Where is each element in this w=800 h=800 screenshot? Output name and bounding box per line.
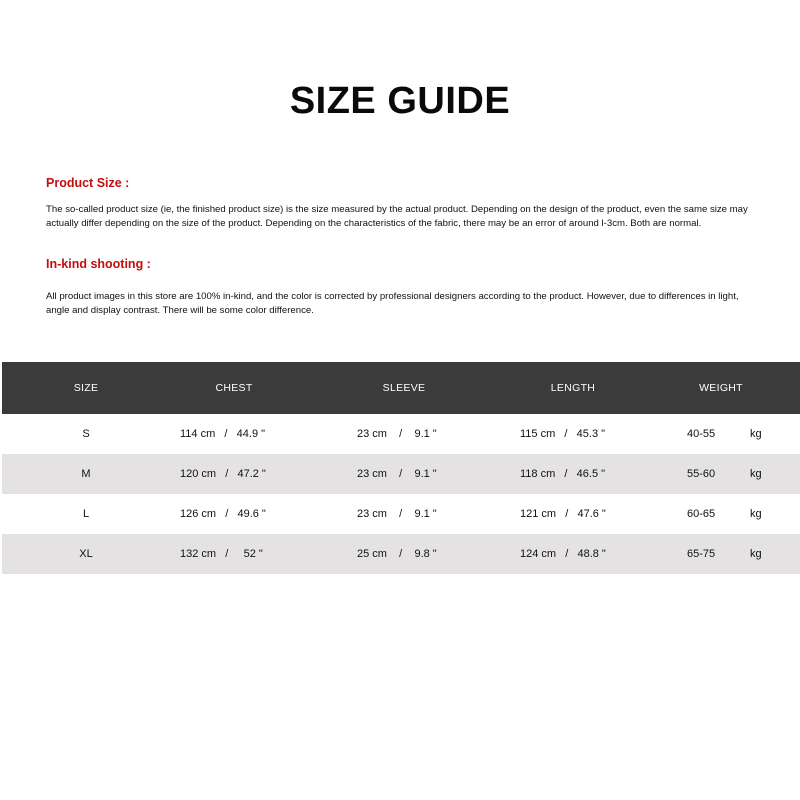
size-table — [2, 362, 800, 574]
cell-sleeve: 23 cm / 9.1 " — [357, 508, 437, 520]
cell-chest: 132 cm / 52 " — [180, 548, 263, 560]
cell-size: XL — [79, 548, 93, 560]
cell-chest: 126 cm / 49.6 " — [180, 508, 266, 520]
table-row — [2, 534, 800, 574]
cell-sleeve: 23 cm / 9.1 " — [357, 468, 437, 480]
cell-weight: 60-65 — [687, 508, 716, 520]
cell-weight-unit: kg — [750, 548, 762, 560]
cell-size: S — [82, 428, 90, 440]
table-row — [2, 454, 800, 494]
in-kind-shooting-text: All product images in this store are 100% in-kind, and the color is corrected by professional designers according to the product. However, due to differences in light, angle and display contrast. There will be some color difference. — [46, 291, 739, 316]
cell-length: 121 cm / 47.6 " — [520, 508, 606, 520]
cell-length: 124 cm / 48.8 " — [520, 548, 606, 560]
header-sleeve: SLEEVE — [382, 382, 426, 394]
in-kind-shooting-heading: In-kind shooting : — [46, 257, 151, 271]
cell-weight-unit: kg — [750, 508, 762, 520]
header-length: LENGTH — [550, 382, 596, 394]
cell-sleeve: 23 cm / 9.1 " — [357, 428, 437, 440]
cell-length: 115 cm / 45.3 " — [520, 428, 606, 440]
table-row — [2, 414, 800, 454]
cell-size: L — [82, 508, 90, 520]
cell-chest: 114 cm / 44.9 " — [180, 428, 266, 440]
product-size-text: The so-called product size (ie, the finished product size) is the size measured by the actual product. Depending on the design of the product, even the same size may actually differ depending on the size of the product. Depending on the characteristics of the fabric, there may be an error of around l-3cm. Both are normal. — [46, 204, 748, 229]
header-chest: CHEST — [215, 382, 253, 394]
cell-weight: 40-55 — [687, 428, 716, 440]
cell-sleeve: 25 cm / 9.8 " — [357, 548, 437, 560]
cell-weight-unit: kg — [750, 468, 762, 480]
cell-size: M — [81, 468, 91, 480]
cell-weight: 55-60 — [687, 468, 716, 480]
table-row — [2, 494, 800, 534]
cell-weight-unit: kg — [750, 428, 762, 440]
table-header — [2, 362, 800, 414]
cell-weight: 65-75 — [687, 548, 716, 560]
product-size-heading: Product Size : — [46, 176, 130, 190]
page-title: SIZE GUIDE — [289, 80, 511, 122]
cell-chest: 120 cm / 47.2 " — [180, 468, 266, 480]
header-weight: WEIGHT — [699, 382, 743, 394]
cell-length: 118 cm / 46.5 " — [520, 468, 606, 480]
header-size: SIZE — [73, 382, 99, 394]
